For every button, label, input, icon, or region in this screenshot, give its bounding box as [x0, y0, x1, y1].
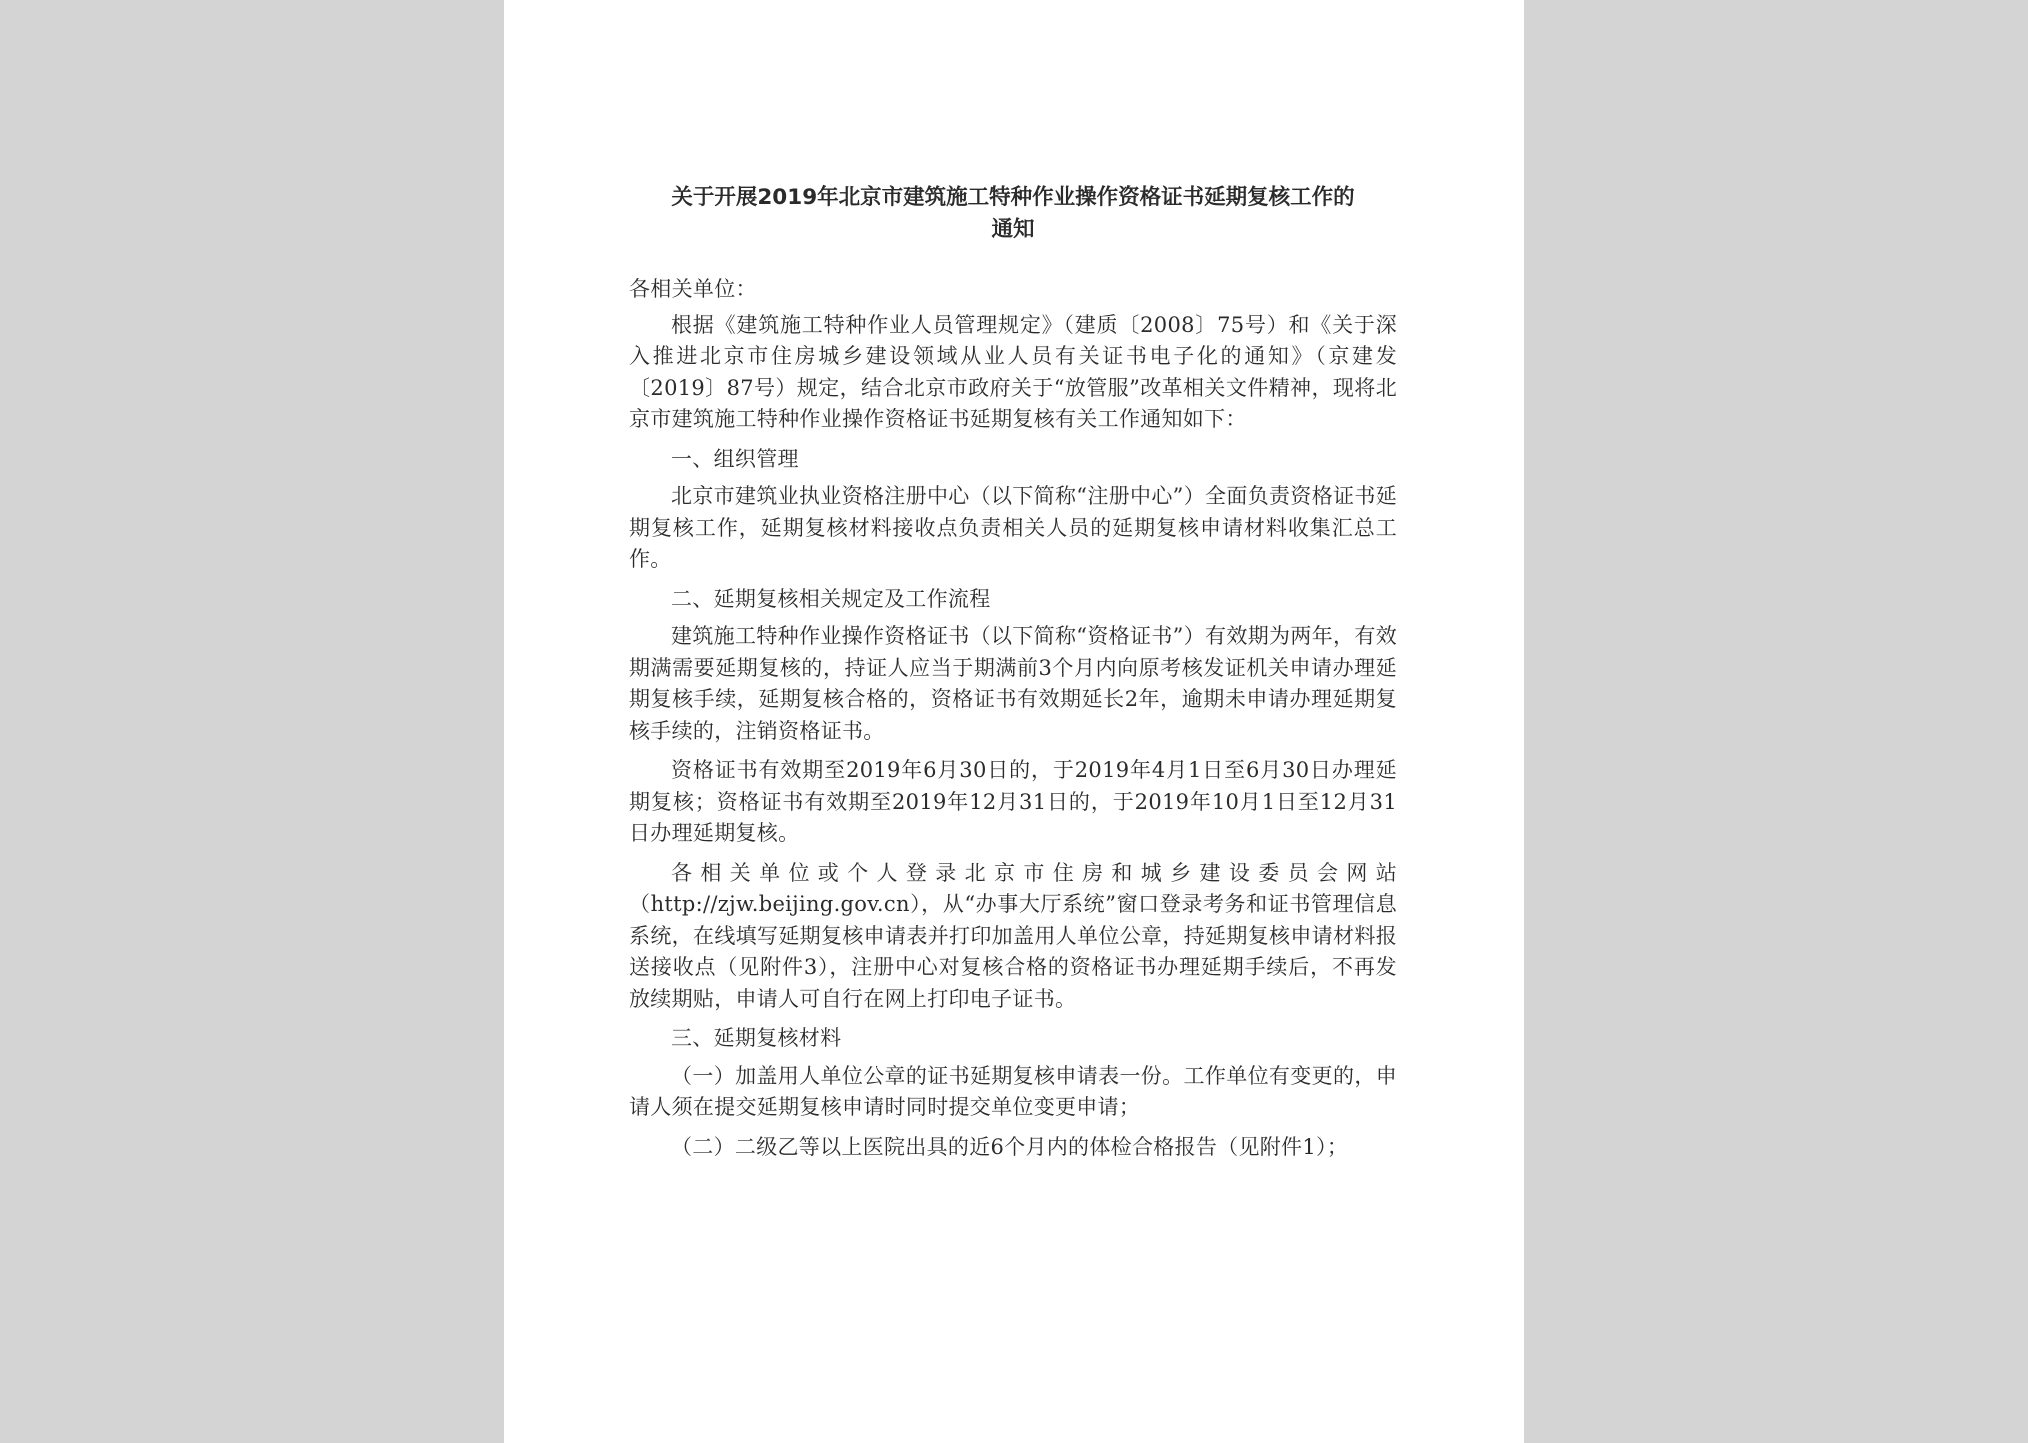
- paragraph-validity: 建筑施工特种作业操作资格证书（以下简称“资格证书”）有效期为两年，有效期满需要延期复核的，持证人应当于期满前3个月内向原考核发证机关申请办理延期复核手续，延期复核合格的，资格证书有效期延长2年，逾期未申请办理延期复核手续的，注销资格证书。: [629, 624, 1397, 743]
- document-body: [629, 274, 1397, 1163]
- paragraph-schedule: 资格证书有效期至2019年6月30日的，于2019年4月1日至6月30日办理延期复核；资格证书有效期至2019年12月31日的，于2019年10月1日至12月31日办理延期复核。: [629, 758, 1397, 845]
- material-item-1: （一）加盖用人单位公章的证书延期复核申请表一份。工作单位有变更的，申请人须在提交延期复核申请时同时提交单位变更申请；: [629, 1063, 1397, 1119]
- salutation: 各相关单位：: [629, 277, 757, 301]
- material-item-2: （二）二级乙等以上医院出具的近6个月内的体检合格报告（见附件1）；: [671, 1134, 1349, 1159]
- paragraph-intro: 根据《建筑施工特种作业人员管理规定》（建质〔2008〕75号）和《关于深入推进北京市住房城乡建设领域从业人员有关证书电子化的通知》（京建发〔2019〕87号）规定，结合北京市政府关于“放管服”改革相关文件精神，现将北京市建筑施工特种作业操作资格证书延期复核有关工作通知如下：: [629, 312, 1397, 431]
- section-heading-1: 一、组织管理: [671, 446, 799, 471]
- section-heading-3: 三、延期复核材料: [671, 1026, 842, 1050]
- paragraph-organization: 北京市建筑业执业资格注册中心（以下简称“注册中心”）全面负责资格证书延期复核工作，延期复核材料接收点负责相关人员的延期复核申请材料收集汇总工作。: [629, 484, 1397, 571]
- title-line-1: 关于开展2019年北京市建筑施工特种作业操作资格证书延期复核工作的: [671, 185, 1355, 210]
- section-heading-2: 二、延期复核相关规定及工作流程: [671, 586, 991, 611]
- document-title: [629, 182, 1397, 246]
- title-line-2: 通知: [991, 217, 1035, 242]
- document-page: [504, 0, 1524, 1443]
- paragraph-procedure: 各相关单位或个人登录北京市住房和城乡建设委员会网站（http://zjw.beijing.gov.cn），从“办事大厅系统”窗口登录考务和证书管理信息系统，在线填写延期复核申请表并打印加盖用人单位公章，持延期复核申请材料报送接收点（见附件3），注册中心对复核合格的资格证书办理延期手续后，不再发放续期贴，申请人可自行在网上打印电子证书。: [629, 860, 1397, 1011]
